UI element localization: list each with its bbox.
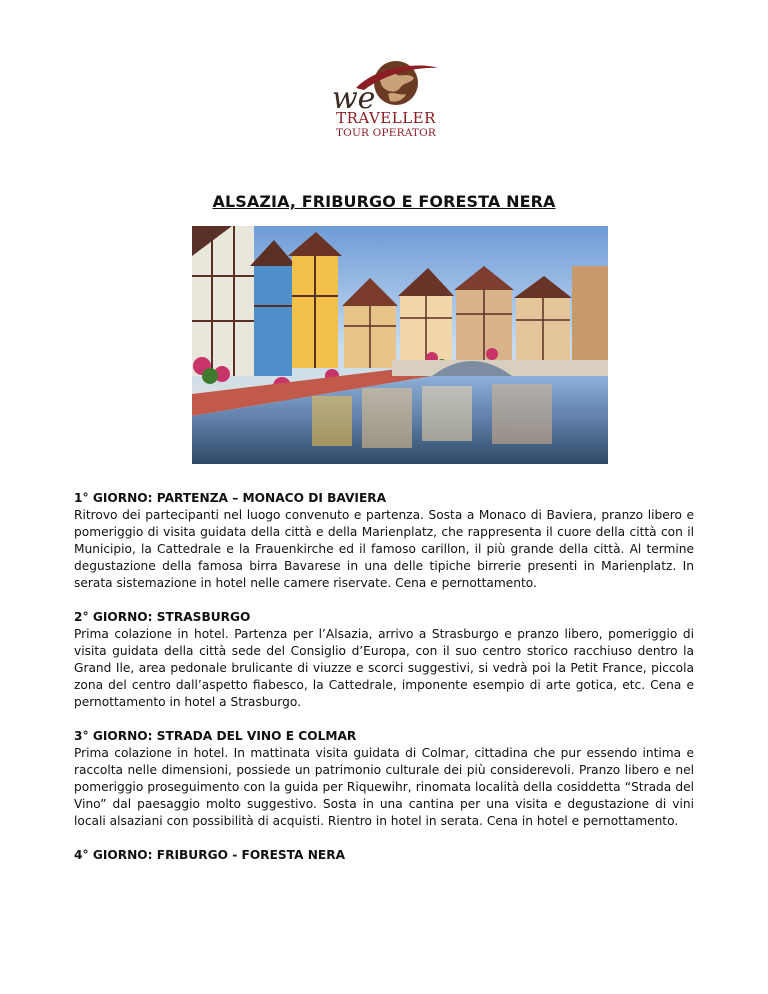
cover-photo bbox=[192, 226, 608, 464]
day-heading: 2° GIORNO: STRASBURGO bbox=[74, 610, 251, 624]
day-heading: 4° GIORNO: FRIBURGO - FORESTA NERA bbox=[74, 848, 346, 862]
svg-text:we: we bbox=[332, 81, 376, 112]
page-title: ALSAZIA, FRIBURGO E FORESTA NERA bbox=[212, 192, 556, 211]
company-logo bbox=[326, 58, 446, 144]
itinerary bbox=[74, 490, 694, 881]
day-heading: 1° GIORNO: PARTENZA – MONACO DI BAVIERA bbox=[74, 491, 387, 505]
day-heading: 3° GIORNO: STRADA DEL VINO E COLMAR bbox=[74, 729, 357, 743]
logo-line-1: TRAVELLER bbox=[336, 109, 436, 127]
day-section bbox=[74, 609, 694, 711]
logo-line-2: TOUR OPERATOR bbox=[335, 127, 437, 139]
globe-logo-icon bbox=[326, 58, 446, 112]
day-section bbox=[74, 847, 694, 864]
day-text: Prima colazione in hotel. Partenza per l’Alsazia, arrivo a Strasburgo e pranzo libero, pomeriggio di visita guidata della città sede del Consiglio d’Europa, con il suo centro storico racchiuso dentro la Grand Ile, area pedonale brulicante di viuzze e scorci suggestivi, si vedrà poi la Petit France, piccola zona del centro dall’aspetto fiabesco, la Cattedrale, imponente esempio di arte gotica, etc. Cena e pernottamento in hotel a Strasburgo. bbox=[74, 627, 694, 709]
day-section bbox=[74, 728, 694, 830]
day-text: Prima colazione in hotel. In mattinata visita guidata di Colmar, cittadina che pur essendo intima e raccolta nelle dimensioni, possiede un patrimonio culturale dei più considerevoli. Pranzo libero e nel pomeriggio proseguimento con la guida per Riquewihr, rinomata località della cosiddetta “Strada del Vino” dal paesaggio molto suggestivo. Sosta in una cantina per una visita e degustazione di vini locali alsaziani con possibilità di acquisti. Rientro in hotel in serata. Cena in hotel e pernottamento. bbox=[74, 746, 694, 828]
day-section bbox=[74, 490, 694, 592]
day-text: Ritrovo dei partecipanti nel luogo convenuto e partenza. Sosta a Monaco di Baviera, pranzo libero e pomeriggio di visita guidata della città e della Marienplatz, che rappresenta il cuore della città con il Municipio, la Cattedrale e la Frauenkirche ed il famoso carillon, il più grande della città. Al termine degustazione della famosa birra Bavarese in una delle tipiche birrerie presenti in Marienplatz. In serata sistemazione in hotel nelle camere riservate. Cena e pernottamento. bbox=[74, 508, 694, 590]
